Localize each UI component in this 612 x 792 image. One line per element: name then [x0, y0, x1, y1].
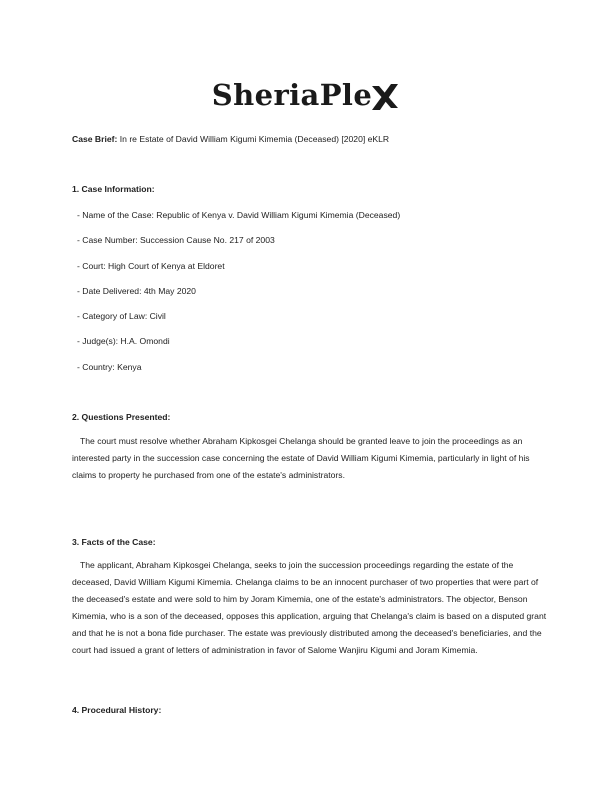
facts-paragraph: The applicant, Abraham Kipkosgei Chelanga, seeks to join the succession proceedings regarding the estate of the deceased, David William Kigumi Kimemia. Chelanga claims to be an innocent purchaser of two properties that were part of the deceased's estate and were sold to him by Joram Kimemia, one of the estate's administrators. The objector, Benson Kimemia, who is a son of the deceased, opposes this application, arguing that Chelanga's claim is based on a disputed grant and that he is not a bona fide purchaser. The estate was previously distributed among the deceased's beneficiaries, and the court had issued a grant of letters of administration in favor of Salome Wanjiru Kigumi and Joram Kimemia.: [72, 560, 547, 655]
info-item-case-number: - Case Number: Succession Cause No. 217 of 2003: [77, 235, 275, 245]
case-brief-value: In re Estate of David William Kigumi Kimemia (Deceased) [2020] eKLR: [119, 134, 390, 144]
x-mark-icon: [370, 82, 400, 112]
info-item-category: - Category of Law: Civil: [77, 311, 166, 321]
info-item-court: - Court: High Court of Kenya at Eldoret: [77, 261, 225, 271]
section-heading-case-information: 1. Case Information:: [72, 184, 155, 194]
section-heading-facts: 3. Facts of the Case:: [72, 537, 156, 547]
info-item-judges: - Judge(s): H.A. Omondi: [77, 336, 170, 346]
info-item-date: - Date Delivered: 4th May 2020: [77, 286, 196, 296]
case-brief-line: [72, 133, 550, 145]
info-item-name: - Name of the Case: Republic of Kenya v. David William Kigumi Kimemia (Deceased): [77, 210, 401, 220]
section-heading-questions: 2. Questions Presented:: [72, 412, 171, 422]
questions-paragraph: The court must resolve whether Abraham Kipkosgei Chelanga should be granted leave to join the proceedings as an interested party in the succession case concerning the estate of David William Kigumi Kimemia, particularly in light of his claims to property he purchased from one of the estate's administrators.: [72, 436, 530, 480]
sheriaplex-logo: [0, 78, 612, 112]
logo-wordmark: SheriaPle: [211, 78, 373, 112]
section-heading-procedural-history: 4. Procedural History:: [72, 705, 162, 715]
info-item-country: - Country: Kenya: [77, 362, 142, 372]
case-brief-label: Case Brief:: [72, 134, 118, 144]
